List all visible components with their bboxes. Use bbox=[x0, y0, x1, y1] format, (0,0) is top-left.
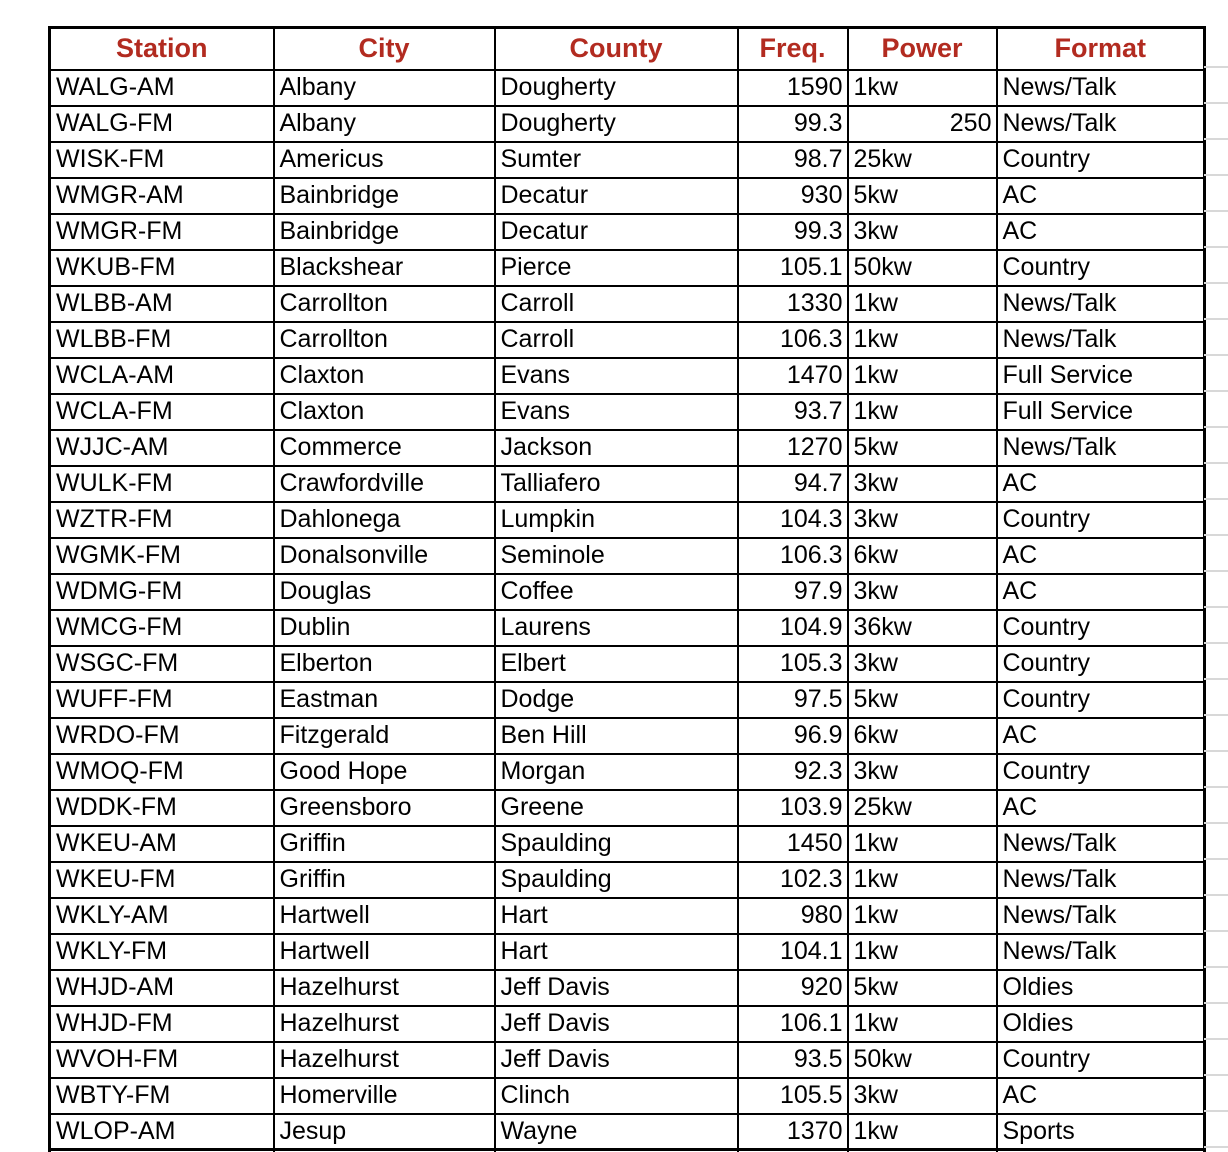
cell-freq[interactable]: 97.5 bbox=[738, 682, 848, 718]
cell-station[interactable]: WLBB-AM bbox=[50, 286, 274, 322]
cell-format[interactable]: News/Talk bbox=[997, 934, 1205, 970]
cell-station[interactable]: WISK-FM bbox=[50, 142, 274, 178]
cell-power[interactable]: 3kw bbox=[848, 574, 997, 610]
cell-format[interactable]: News/Talk bbox=[997, 322, 1205, 358]
cell-city[interactable]: Greensboro bbox=[274, 790, 495, 826]
cell-county[interactable]: Decatur bbox=[495, 178, 738, 214]
cell-county[interactable]: Ben Hill bbox=[495, 718, 738, 754]
cell-county[interactable]: Decatur bbox=[495, 214, 738, 250]
cell-power[interactable]: 250 bbox=[848, 106, 997, 142]
cell-format[interactable]: Full Service bbox=[997, 394, 1205, 430]
cell-format[interactable]: Country bbox=[997, 1042, 1205, 1078]
cell-station[interactable]: WBTY-FM bbox=[50, 1078, 274, 1114]
table-row bbox=[50, 466, 1205, 502]
cell-station[interactable]: WRDO-FM bbox=[50, 718, 274, 754]
cell-format[interactable]: News/Talk bbox=[997, 862, 1205, 898]
cell-county[interactable]: Talliafero bbox=[495, 466, 738, 502]
table-row bbox=[50, 1042, 1205, 1078]
table-row bbox=[50, 898, 1205, 934]
cell-county[interactable]: Hart bbox=[495, 934, 738, 970]
cell-city[interactable]: Hazelhurst bbox=[274, 1042, 495, 1078]
cell-freq[interactable]: 93.5 bbox=[738, 1042, 848, 1078]
table-body bbox=[50, 70, 1205, 1152]
table-row bbox=[50, 178, 1205, 214]
spreadsheet-gridlines bbox=[1204, 66, 1228, 1152]
cell-city[interactable]: Claxton bbox=[274, 394, 495, 430]
cell-format[interactable]: Sports bbox=[997, 1114, 1205, 1150]
cell-city[interactable]: Hartwell bbox=[274, 898, 495, 934]
cell-freq[interactable]: 104.3 bbox=[738, 502, 848, 538]
cell-station[interactable]: WCLA-FM bbox=[50, 394, 274, 430]
cell-station[interactable]: WALG-AM bbox=[50, 70, 274, 106]
cell-station[interactable]: WALG-FM bbox=[50, 106, 274, 142]
cell-city[interactable]: Carrollton bbox=[274, 286, 495, 322]
cell-freq[interactable]: 104.9 bbox=[738, 610, 848, 646]
cell-power[interactable]: 25kw bbox=[848, 142, 997, 178]
cell-freq[interactable]: 104.1 bbox=[738, 934, 848, 970]
cell-freq[interactable]: 106.1 bbox=[738, 1006, 848, 1042]
cell-county[interactable]: Dougherty bbox=[495, 70, 738, 106]
cell-freq[interactable]: 1270 bbox=[738, 430, 848, 466]
cell-city[interactable]: Good Hope bbox=[274, 754, 495, 790]
cell-power[interactable]: 36kw bbox=[848, 610, 997, 646]
cell-station[interactable]: WDMG-FM bbox=[50, 574, 274, 610]
cell-station[interactable]: WVOH-FM bbox=[50, 1042, 274, 1078]
cell-power[interactable]: 1kw bbox=[848, 286, 997, 322]
cell-format[interactable]: Full Service bbox=[997, 358, 1205, 394]
cell-freq[interactable]: 106.3 bbox=[738, 322, 848, 358]
table-row bbox=[50, 646, 1205, 682]
cell-format[interactable]: News/Talk bbox=[997, 70, 1205, 106]
cell-freq[interactable]: 105.5 bbox=[738, 1078, 848, 1114]
cell-city[interactable]: Commerce bbox=[274, 430, 495, 466]
cell-city[interactable]: Griffin bbox=[274, 826, 495, 862]
table-row bbox=[50, 934, 1205, 970]
cell-station[interactable]: WKLY-AM bbox=[50, 898, 274, 934]
cell-city[interactable]: Bainbridge bbox=[274, 178, 495, 214]
cell-freq[interactable]: 1590 bbox=[738, 70, 848, 106]
table-row bbox=[50, 1006, 1205, 1042]
header-power[interactable]: Power bbox=[848, 28, 997, 70]
table-row bbox=[50, 682, 1205, 718]
table-row bbox=[50, 574, 1205, 610]
cell-city[interactable]: Hazelhurst bbox=[274, 1006, 495, 1042]
cell-county[interactable]: Dougherty bbox=[495, 106, 738, 142]
cell-city[interactable]: Carrollton bbox=[274, 322, 495, 358]
stations-table bbox=[48, 26, 1206, 1152]
cell-freq[interactable]: 105.3 bbox=[738, 646, 848, 682]
cell-city[interactable]: Albany bbox=[274, 106, 495, 142]
cell-format[interactable]: News/Talk bbox=[997, 106, 1205, 142]
cell-format[interactable]: Country bbox=[997, 646, 1205, 682]
cell-city[interactable]: Hartwell bbox=[274, 934, 495, 970]
cell-city[interactable]: Hazelhurst bbox=[274, 970, 495, 1006]
cell-freq[interactable]: 97.9 bbox=[738, 574, 848, 610]
cell-station[interactable]: WKEU-AM bbox=[50, 826, 274, 862]
cell-format[interactable]: AC bbox=[997, 718, 1205, 754]
cell-station[interactable]: WGMK-FM bbox=[50, 538, 274, 574]
cell-format[interactable]: Country bbox=[997, 754, 1205, 790]
cell-county[interactable]: Spaulding bbox=[495, 826, 738, 862]
cell-county[interactable]: Evans bbox=[495, 358, 738, 394]
cell-city[interactable]: Dublin bbox=[274, 610, 495, 646]
header-freq[interactable]: Freq. bbox=[738, 28, 848, 70]
table-row bbox=[50, 70, 1205, 106]
cell-station[interactable]: WHJD-AM bbox=[50, 970, 274, 1006]
cell-county[interactable]: Carroll bbox=[495, 286, 738, 322]
cell-city[interactable]: Homerville bbox=[274, 1078, 495, 1114]
cell-station[interactable]: WLOP-AM bbox=[50, 1114, 274, 1150]
cell-format[interactable]: AC bbox=[997, 466, 1205, 502]
cell-power[interactable]: 6kw bbox=[848, 538, 997, 574]
cell-freq[interactable]: 930 bbox=[738, 178, 848, 214]
cell-power[interactable]: 1kw bbox=[848, 394, 997, 430]
cell-format[interactable]: Country bbox=[997, 682, 1205, 718]
cell-power[interactable]: 5kw bbox=[848, 430, 997, 466]
cell-city[interactable]: Americus bbox=[274, 142, 495, 178]
cell-freq[interactable]: 94.7 bbox=[738, 466, 848, 502]
cell-city[interactable]: Jesup bbox=[274, 1114, 495, 1150]
table-row bbox=[50, 538, 1205, 574]
cell-freq[interactable]: 920 bbox=[738, 970, 848, 1006]
cell-station[interactable]: WSGC-FM bbox=[50, 646, 274, 682]
table-row bbox=[50, 970, 1205, 1006]
cell-format[interactable]: AC bbox=[997, 214, 1205, 250]
cell-station[interactable]: WJJC-AM bbox=[50, 430, 274, 466]
cell-city[interactable]: Crawfordville bbox=[274, 466, 495, 502]
cell-power[interactable]: 1kw bbox=[848, 934, 997, 970]
cell-county[interactable]: Wayne bbox=[495, 1114, 738, 1150]
cell-county[interactable]: Carroll bbox=[495, 322, 738, 358]
header-format[interactable]: Format bbox=[997, 28, 1205, 70]
cell-city[interactable]: Eastman bbox=[274, 682, 495, 718]
cell-county[interactable]: Clinch bbox=[495, 1078, 738, 1114]
cell-county[interactable]: Evans bbox=[495, 394, 738, 430]
cell-county[interactable]: Morgan bbox=[495, 754, 738, 790]
cell-format[interactable]: Oldies bbox=[997, 970, 1205, 1006]
table-row bbox=[50, 250, 1205, 286]
cell-format[interactable]: AC bbox=[997, 574, 1205, 610]
cell-freq[interactable]: 1330 bbox=[738, 286, 848, 322]
cell-format[interactable]: Country bbox=[997, 142, 1205, 178]
cell-freq[interactable]: 103.9 bbox=[738, 790, 848, 826]
cell-format[interactable]: Country bbox=[997, 502, 1205, 538]
cell-city[interactable]: Elberton bbox=[274, 646, 495, 682]
cell-city[interactable]: Blackshear bbox=[274, 250, 495, 286]
cell-station[interactable]: WMOQ-FM bbox=[50, 754, 274, 790]
cell-station[interactable]: WMCG-FM bbox=[50, 610, 274, 646]
cell-power[interactable]: 1kw bbox=[848, 358, 997, 394]
cell-city[interactable]: Douglas bbox=[274, 574, 495, 610]
cell-county[interactable]: Jeff Davis bbox=[495, 970, 738, 1006]
cell-freq[interactable]: 102.3 bbox=[738, 862, 848, 898]
table-row bbox=[50, 286, 1205, 322]
cell-city[interactable]: Donalsonville bbox=[274, 538, 495, 574]
cell-station[interactable]: WHJD-FM bbox=[50, 1006, 274, 1042]
cell-freq[interactable]: 93.7 bbox=[738, 394, 848, 430]
table-row bbox=[50, 358, 1205, 394]
cell-format[interactable]: AC bbox=[997, 1078, 1205, 1114]
cell-power[interactable]: 3kw bbox=[848, 1078, 997, 1114]
cell-power[interactable]: 3kw bbox=[848, 214, 997, 250]
cell-freq[interactable]: 106.3 bbox=[738, 538, 848, 574]
cell-power[interactable]: 3kw bbox=[848, 466, 997, 502]
table-row bbox=[50, 1114, 1205, 1150]
cell-city[interactable]: Dahlonega bbox=[274, 502, 495, 538]
cell-county[interactable]: Spaulding bbox=[495, 862, 738, 898]
cell-freq[interactable]: 98.7 bbox=[738, 142, 848, 178]
cell-format[interactable]: Country bbox=[997, 250, 1205, 286]
cell-power[interactable]: 50kw bbox=[848, 1042, 997, 1078]
cell-power[interactable]: 5kw bbox=[848, 178, 997, 214]
cell-county[interactable]: Sumter bbox=[495, 142, 738, 178]
cell-county[interactable]: Greene bbox=[495, 790, 738, 826]
cell-freq[interactable]: 92.3 bbox=[738, 754, 848, 790]
cell-power[interactable]: 1kw bbox=[848, 1006, 997, 1042]
header-station[interactable]: Station bbox=[50, 28, 274, 70]
table-row bbox=[50, 790, 1205, 826]
cell-station[interactable]: WKLY-FM bbox=[50, 934, 274, 970]
cell-station[interactable]: WUFF-FM bbox=[50, 682, 274, 718]
table-row bbox=[50, 142, 1205, 178]
cell-format[interactable]: Oldies bbox=[997, 1006, 1205, 1042]
cell-county[interactable]: Jeff Davis bbox=[495, 1006, 738, 1042]
cell-freq[interactable]: 99.3 bbox=[738, 214, 848, 250]
cell-freq[interactable]: 1370 bbox=[738, 1114, 848, 1150]
header-city[interactable]: City bbox=[274, 28, 495, 70]
cell-power[interactable]: 3kw bbox=[848, 754, 997, 790]
cell-county[interactable]: Dodge bbox=[495, 682, 738, 718]
cell-power[interactable]: 1kw bbox=[848, 322, 997, 358]
table-row bbox=[50, 322, 1205, 358]
cell-station[interactable]: WKUB-FM bbox=[50, 250, 274, 286]
cell-county[interactable]: Lumpkin bbox=[495, 502, 738, 538]
cell-station[interactable]: WMGR-FM bbox=[50, 214, 274, 250]
cell-power[interactable]: 50kw bbox=[848, 250, 997, 286]
cell-power[interactable]: 1kw bbox=[848, 70, 997, 106]
cell-power[interactable]: 25kw bbox=[848, 790, 997, 826]
cell-power[interactable]: 3kw bbox=[848, 646, 997, 682]
cell-freq[interactable]: 1450 bbox=[738, 826, 848, 862]
cell-county[interactable]: Seminole bbox=[495, 538, 738, 574]
cell-format[interactable]: News/Talk bbox=[997, 430, 1205, 466]
table-row bbox=[50, 754, 1205, 790]
cell-station[interactable]: WULK-FM bbox=[50, 466, 274, 502]
cell-county[interactable]: Jackson bbox=[495, 430, 738, 466]
cell-freq[interactable]: 99.3 bbox=[738, 106, 848, 142]
cell-county[interactable]: Laurens bbox=[495, 610, 738, 646]
cell-power[interactable]: 1kw bbox=[848, 1114, 997, 1150]
cell-station[interactable]: WDDK-FM bbox=[50, 790, 274, 826]
cell-format[interactable]: AC bbox=[997, 790, 1205, 826]
cell-station[interactable]: WZTR-FM bbox=[50, 502, 274, 538]
cell-city[interactable]: Griffin bbox=[274, 862, 495, 898]
cell-station[interactable]: WLBB-FM bbox=[50, 322, 274, 358]
table-row bbox=[50, 106, 1205, 142]
cell-county[interactable]: Jeff Davis bbox=[495, 1042, 738, 1078]
header-row bbox=[50, 28, 1205, 70]
cell-format[interactable]: News/Talk bbox=[997, 286, 1205, 322]
cell-power[interactable]: 1kw bbox=[848, 826, 997, 862]
cell-power[interactable]: 5kw bbox=[848, 682, 997, 718]
cell-county[interactable]: Pierce bbox=[495, 250, 738, 286]
header-county[interactable]: County bbox=[495, 28, 738, 70]
cell-power[interactable]: 5kw bbox=[848, 970, 997, 1006]
cell-power[interactable]: 1kw bbox=[848, 898, 997, 934]
cell-power[interactable]: 6kw bbox=[848, 718, 997, 754]
cell-county[interactable]: Hart bbox=[495, 898, 738, 934]
cell-format[interactable]: AC bbox=[997, 538, 1205, 574]
table-row bbox=[50, 718, 1205, 754]
table-row bbox=[50, 214, 1205, 250]
cell-format[interactable]: Country bbox=[997, 610, 1205, 646]
table-row bbox=[50, 430, 1205, 466]
table-row bbox=[50, 862, 1205, 898]
table-row bbox=[50, 1078, 1205, 1114]
cell-county[interactable]: Coffee bbox=[495, 574, 738, 610]
cell-format[interactable]: News/Talk bbox=[997, 826, 1205, 862]
cell-freq[interactable]: 980 bbox=[738, 898, 848, 934]
table-row bbox=[50, 610, 1205, 646]
cell-station[interactable]: WKEU-FM bbox=[50, 862, 274, 898]
cell-power[interactable]: 1kw bbox=[848, 862, 997, 898]
cell-freq[interactable]: 105.1 bbox=[738, 250, 848, 286]
cell-city[interactable]: Bainbridge bbox=[274, 214, 495, 250]
cell-format[interactable]: AC bbox=[997, 178, 1205, 214]
table-row bbox=[50, 502, 1205, 538]
cell-city[interactable]: Claxton bbox=[274, 358, 495, 394]
cell-power[interactable]: 3kw bbox=[848, 502, 997, 538]
cell-county[interactable]: Elbert bbox=[495, 646, 738, 682]
table-row bbox=[50, 394, 1205, 430]
cell-station[interactable]: WCLA-AM bbox=[50, 358, 274, 394]
cell-station[interactable]: WMGR-AM bbox=[50, 178, 274, 214]
cell-city[interactable]: Fitzgerald bbox=[274, 718, 495, 754]
table-row bbox=[50, 826, 1205, 862]
cell-freq[interactable]: 1470 bbox=[738, 358, 848, 394]
cell-freq[interactable]: 96.9 bbox=[738, 718, 848, 754]
cell-city[interactable]: Albany bbox=[274, 70, 495, 106]
cell-format[interactable]: News/Talk bbox=[997, 898, 1205, 934]
